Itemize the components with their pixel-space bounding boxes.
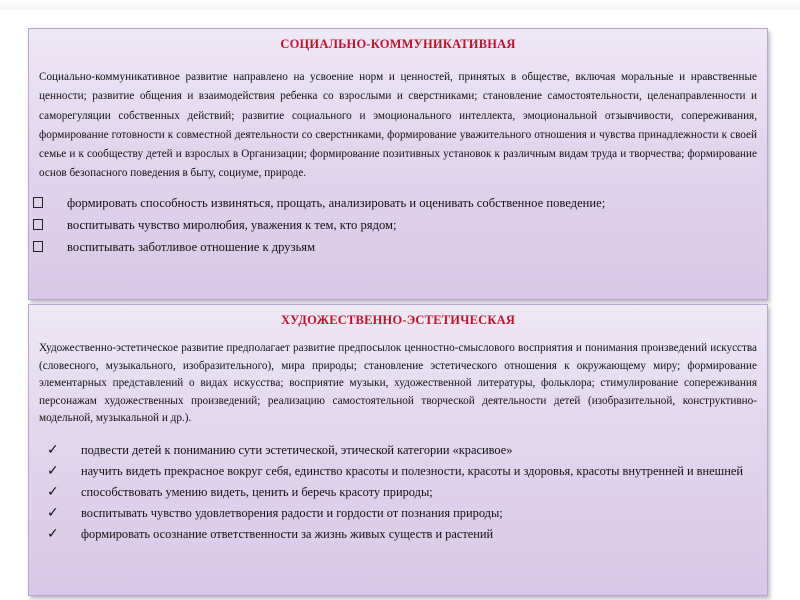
goals-list [29, 192, 767, 258]
checkmark-icon: ✓ [47, 525, 59, 542]
list-item [29, 214, 767, 236]
list-item [29, 482, 767, 503]
list-item-text: подвести детей к пониманию сути эстетической, этической категории «красивое» [81, 442, 513, 457]
top-bar [0, 0, 800, 10]
list-item [29, 440, 767, 461]
section-paragraph: Художественно-эстетическое развитие предполагает развитие предпосылок ценностно-смыслового восприятия и понимания произведений искусства (словесного, музыкального, изобразительного), мира природы; становление эстетического отношения к окружающему миру; формирование элементарных представлений о видах искусства; восприятие музыки, художественной литературы, фольклора; стимулирование сопереживания персонажам художественных произведений; реализацию самостоятельной творческой деятельности детей (изобразительной, конструктивно-модельной, музыкальной и др.). [39, 342, 757, 425]
goals-list [29, 440, 767, 545]
square-bullet-icon [33, 192, 43, 214]
checkmark-icon: ✓ [47, 462, 59, 479]
list-item [29, 236, 767, 258]
checkmark-icon: ✓ [47, 483, 59, 500]
list-item-text: формировать осознание ответственности за жизнь живых существ и растений [81, 526, 494, 541]
list-item [29, 503, 767, 524]
list-item-text: воспитывать заботливое отношение к друзьям [67, 239, 316, 254]
checkmark-icon: ✓ [47, 504, 59, 521]
social-communicative-panel [28, 28, 768, 300]
square-bullet-icon [33, 214, 43, 236]
list-item-text: научить видеть прекрасное вокруг себя, единство красоты и полезности, красоты и здоровья, красоты внутренней и внешней [81, 463, 743, 478]
section-title: ХУДОЖЕСТВЕННО-ЭСТЕТИЧЕСКАЯ [280, 313, 516, 327]
square-bullet-icon [33, 236, 43, 258]
list-item [29, 192, 767, 214]
checkmark-icon: ✓ [47, 441, 59, 458]
list-item [29, 524, 767, 545]
list-item [29, 461, 767, 482]
artistic-aesthetic-panel [28, 304, 768, 596]
section-title: СОЦИАЛЬНО-КОММУНИКАТИВНАЯ [280, 37, 516, 51]
list-item-text: формировать способность извиняться, прощать, анализировать и оценивать собственное поведение; [67, 195, 606, 210]
list-item-text: воспитывать чувство миролюбия, уважения к тем, кто рядом; [67, 217, 397, 232]
list-item-text: способствовать умению видеть, ценить и беречь красоту природы; [81, 484, 433, 499]
list-item-text: воспитывать чувство удовлетворения радости и гордости от познания природы; [81, 505, 503, 520]
section-paragraph: Социально-коммуникативное развитие направлено на усвоение норм и ценностей, принятых в обществе, включая моральные и нравственные ценности; развитие общения и взаимодействия ребенка со взрослыми и сверстниками; становление самостоятельности, целенаправленности и саморегуляции собственных действий; развитие социального и эмоционального интеллекта, эмоциональной отзывчивости, сопереживания, формирование готовности к совместной деятельности со сверстниками, формирование уважительного отношения и чувства принадлежности к своей семье и к сообществу детей и взрослых в Организации; формирование позитивных установок к различным видам труда и творчества; формирование основ безопасного поведения в быту, социуме, природе. [39, 71, 757, 180]
